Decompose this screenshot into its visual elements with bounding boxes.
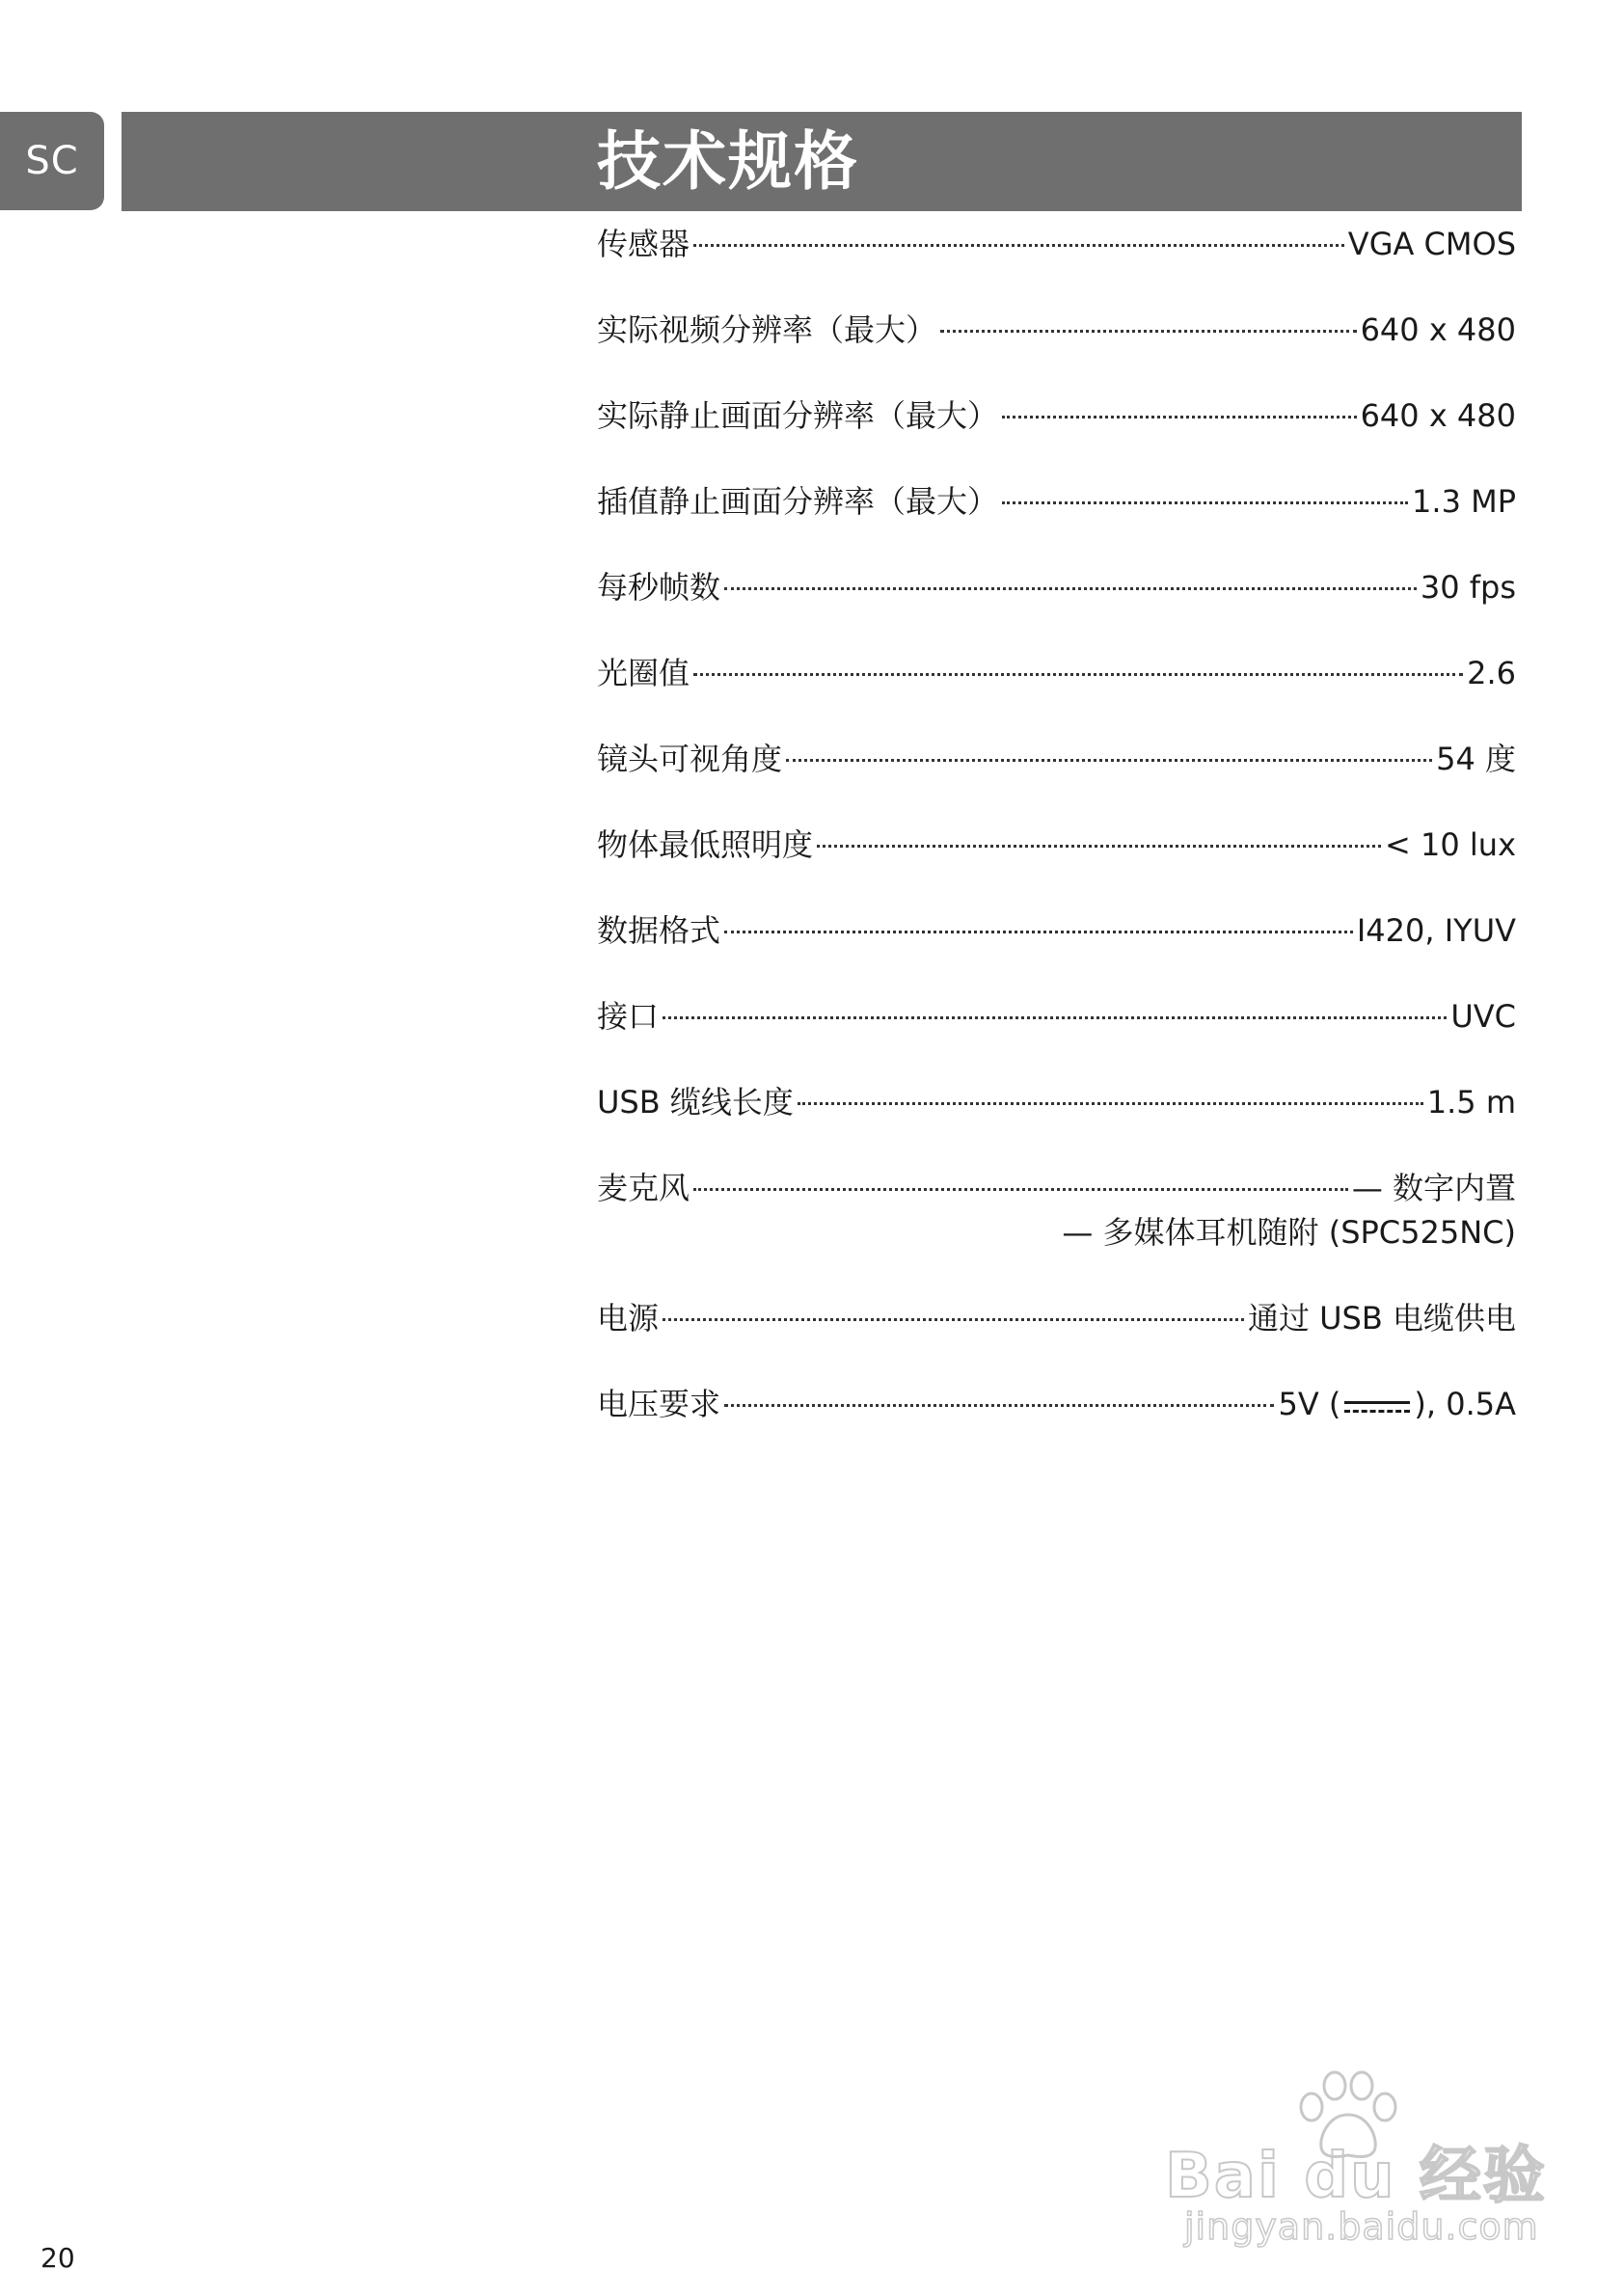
spec-value: UVC xyxy=(1450,998,1516,1035)
spec-row-min-illumination xyxy=(597,823,1516,867)
spec-row-still-resolution xyxy=(597,393,1516,438)
dot-leader xyxy=(1002,501,1408,504)
spec-value: 30 fps xyxy=(1420,569,1516,606)
spec-label: 接口 xyxy=(597,998,660,1035)
spec-value: 2.6 xyxy=(1467,655,1516,691)
spec-label: 每秒帧数 xyxy=(597,569,721,606)
spec-value: < 10 lux xyxy=(1385,826,1516,863)
spec-row-view-angle xyxy=(597,737,1516,781)
dot-leader xyxy=(663,1016,1447,1019)
spec-label: 传感器 xyxy=(597,226,690,262)
dot-leader xyxy=(798,1102,1423,1105)
dot-leader xyxy=(663,1318,1244,1321)
spec-label: 电源 xyxy=(597,1300,660,1337)
dot-leader xyxy=(724,931,1353,933)
spec-label: 麦克风 xyxy=(597,1170,690,1206)
spec-label: USB 缆线长度 xyxy=(597,1084,794,1121)
spec-value: 640 x 480 xyxy=(1360,397,1516,434)
spec-label: 数据格式 xyxy=(597,912,721,949)
spec-value: 640 x 480 xyxy=(1360,311,1516,348)
spec-value: 1.3 MP xyxy=(1412,483,1516,520)
spec-row-sensor xyxy=(597,222,1516,266)
spec-label: 物体最低照明度 xyxy=(597,826,814,863)
language-tab: SC xyxy=(0,112,104,210)
spec-value: 54 度 xyxy=(1436,741,1516,777)
spec-label: 实际视频分辨率（最大） xyxy=(597,311,937,348)
spec-row-data-format xyxy=(597,908,1516,953)
dot-leader xyxy=(817,845,1381,848)
spec-value-prefix: 5V ( xyxy=(1278,1386,1341,1422)
spec-label: 光圈值 xyxy=(597,655,690,691)
page-number: 20 xyxy=(41,2242,75,2274)
dot-leader xyxy=(1002,416,1357,419)
spec-row-usb-cable-length xyxy=(597,1080,1516,1124)
dot-leader xyxy=(724,1404,1274,1407)
dot-leader xyxy=(693,673,1463,676)
spec-value: — 数字内置 xyxy=(1351,1170,1516,1206)
title-bar xyxy=(122,112,1522,211)
spec-row-frame-rate xyxy=(597,565,1516,609)
dot-leader xyxy=(693,1188,1348,1191)
spec-row-microphone xyxy=(597,1166,1516,1255)
spec-label: 实际静止画面分辨率（最大） xyxy=(597,397,999,434)
spec-label: 电压要求 xyxy=(597,1386,721,1422)
baidu-watermark xyxy=(1165,2068,1551,2261)
dot-leader xyxy=(693,244,1344,247)
spec-value: 1.5 m xyxy=(1426,1084,1516,1121)
spec-row-power-supply xyxy=(597,1296,1516,1340)
spec-value: VGA CMOS xyxy=(1347,226,1516,262)
dot-leader xyxy=(940,330,1357,333)
spec-list xyxy=(597,222,1516,1468)
spec-value-extra: — 多媒体耳机随附 (SPC525NC) xyxy=(1062,1214,1516,1251)
spec-row-interface xyxy=(597,994,1516,1039)
spec-label: 镜头可视角度 xyxy=(597,741,783,777)
spec-row-aperture xyxy=(597,651,1516,695)
spec-label: 插值静止画面分辨率（最大） xyxy=(597,483,999,520)
spec-row-video-resolution xyxy=(597,308,1516,352)
spec-value: 通过 USB 电缆供电 xyxy=(1247,1300,1516,1337)
spec-row-voltage xyxy=(597,1382,1516,1426)
dot-leader xyxy=(786,759,1432,762)
watermark-url: jingyan.baidu.com xyxy=(1184,2205,1539,2248)
page-title: 技术规格 xyxy=(597,124,859,199)
dc-symbol-icon xyxy=(1342,1396,1412,1416)
watermark-brand: Bai du 经验 xyxy=(1165,2141,1547,2212)
spec-value: I420, IYUV xyxy=(1356,912,1516,949)
dot-leader xyxy=(724,587,1417,590)
spec-row-interpolated-resolution xyxy=(597,479,1516,524)
spec-value-suffix: ), 0.5A xyxy=(1414,1386,1516,1422)
spec-value xyxy=(1278,1382,1516,1426)
